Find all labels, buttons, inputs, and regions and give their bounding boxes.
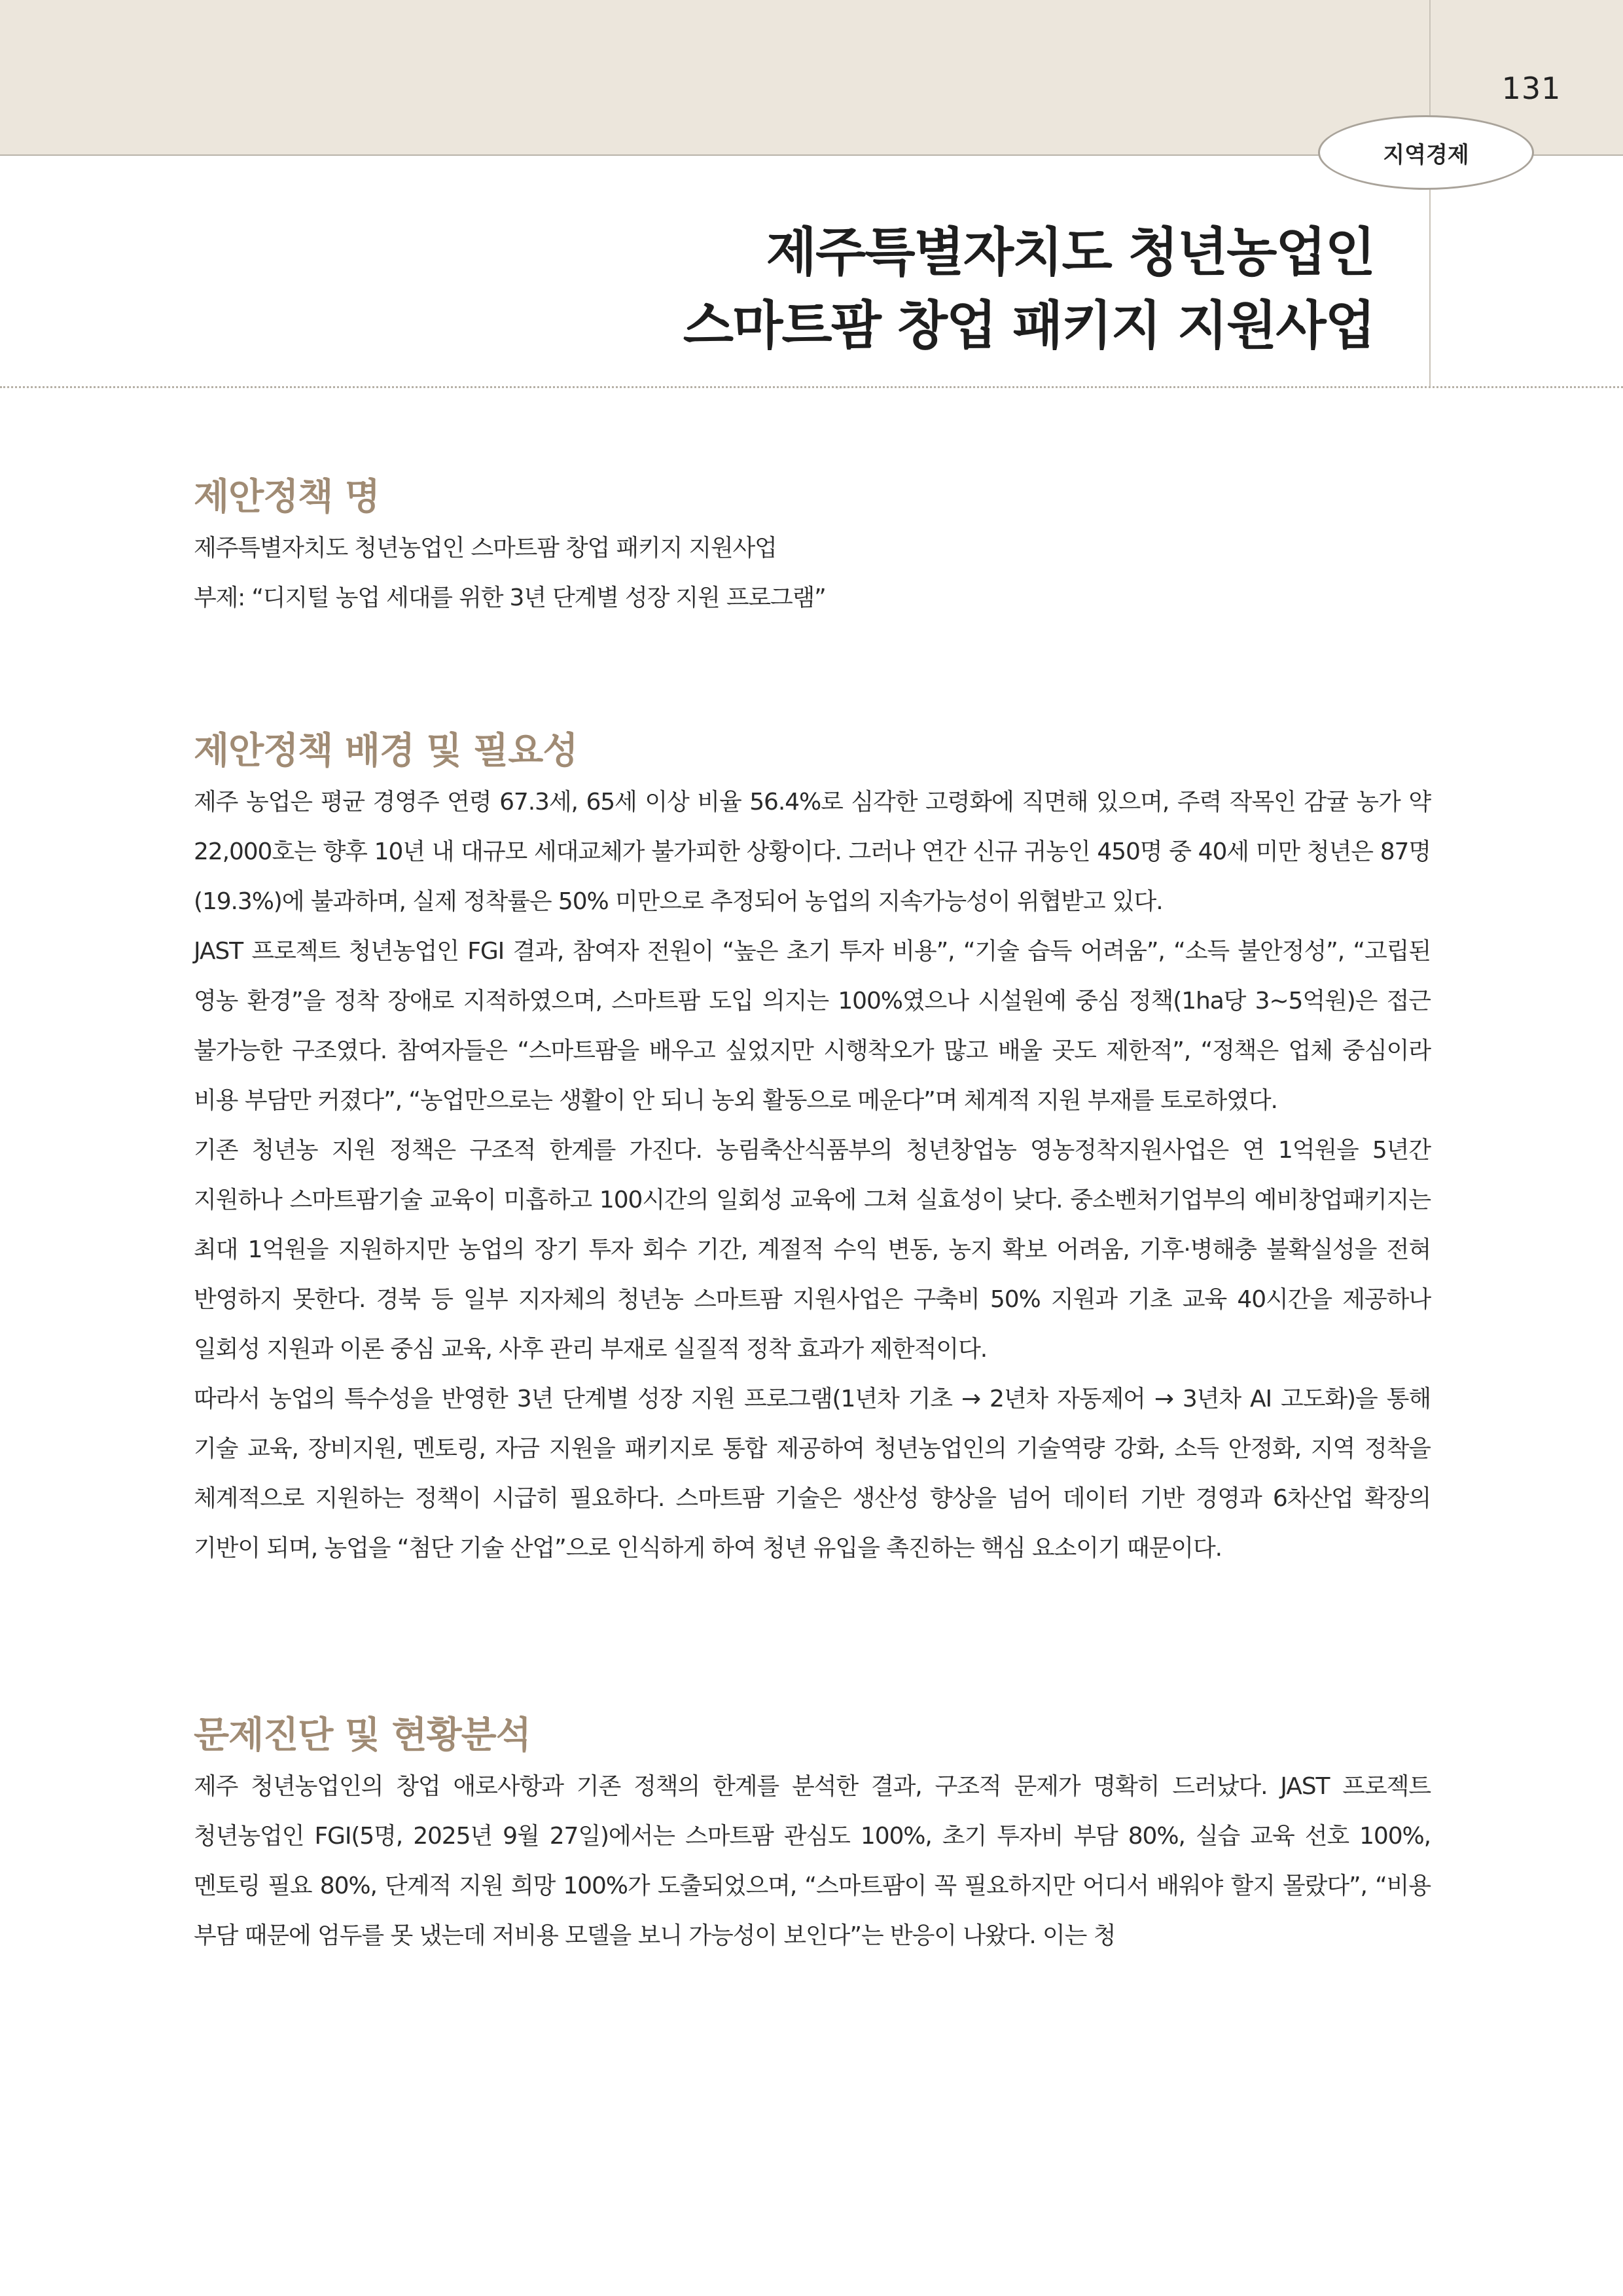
title-line-2: 스마트팜 창업 패키지 지원사업	[683, 295, 1374, 356]
section-heading-background: 제안정책 배경 및 필요성	[194, 730, 578, 772]
section-tag: 지역경제	[1318, 115, 1534, 190]
header-vertical-rule	[1429, 0, 1431, 386]
document-body	[194, 471, 1431, 1961]
section-heading-policy-name: 제안정책 명	[194, 476, 380, 518]
background-paragraph-3: 기존 청년농 지원 정책은 구조적 한계를 가진다. 농림축산식품부의 청년창업농 영농정착지원사업은 연 1억원을 5년간 지원하나 스마트팜기술 교육이 미흡하고 100시간의 일회성 교육에 그쳐 실효성이 낮다. 중소벤처기업부의 예비창업패키지는 최대 1억원을 지원하지만 농업의 장기 투자 회수 기간, 계절적 수익 변동, 농지 확보 어려움, 기후·병해충 불확실성을 전혀 반영하지 못한다. 경북 등 일부 지자체의 청년농 스마트팜 지원사업은 구축비 50% 지원과 기초 교육 40시간을 제공하나 일회성 지원과 이론 중심 교육, 사후 관리 부재로 실질적 정착 효과가 제한적이다.	[194, 1137, 1431, 1363]
title-line-1: 제주특별자치도 청년농업인	[766, 222, 1374, 283]
section-heading-diagnosis: 문제진단 및 현황분석	[194, 1714, 531, 1757]
dotted-divider	[0, 386, 1623, 388]
diagnosis-paragraphs	[194, 1762, 1431, 1961]
background-paragraphs	[194, 778, 1431, 1573]
background-paragraph-4: 따라서 농업의 특수성을 반영한 3년 단계별 성장 지원 프로그램(1년차 기초 → 2년차 자동제어 → 3년차 AI 고도화)을 통해 기술 교육, 장비지원, 멘토링, 자금 지원을 패키지로 통합 제공하여 청년농업인의 기술역량 강화, 소득 안정화, 지역 정착을 체계적으로 지원하는 정책이 시급히 필요하다. 스마트팜 기술은 생산성 향상을 넘어 데이터 기반 경영과 6차산업 확장의 기반이 되며, 농업을 “첨단 기술 산업”으로 인식하게 하여 청년 유입을 촉진하는 핵심 요소이기 때문이다.	[194, 1386, 1431, 1562]
background-paragraph-2: JAST 프로젝트 청년농업인 FGI 결과, 참여자 전원이 “높은 초기 투자 비용”, “기술 습득 어려움”, “소득 불안정성”, “고립된 영농 환경”을 정착 장애로 지적하였으며, 스마트팜 도입 의지는 100%였으나 시설원예 중심 정책(1ha당 3~5억원)은 접근 불가능한 구조였다. 참여자들은 “스마트팜을 배우고 싶었지만 시행착오가 많고 배울 곳도 제한적”, “정책은 업체 중심이라 비용 부담만 커졌다”, “농업만으로는 생활이 안 되니 농외 활동으로 메운다”며 체계적 지원 부재를 토로하였다.	[194, 938, 1431, 1114]
background-paragraph-1: 제주 농업은 평균 경영주 연령 67.3세, 65세 이상 비율 56.4%로 심각한 고령화에 직면해 있으며, 주력 작목인 감귤 농가 약 22,000호는 향후 10년 내 대규모 세대교체가 불가피한 상황이다. 그러나 연간 신규 귀농인 450명 중 40세 미만 청년은 87명(19.3%)에 불과하며, 실제 정착률은 50% 미만으로 추정되어 농업의 지속가능성이 위협받고 있다.	[194, 789, 1431, 915]
page-title	[683, 216, 1374, 363]
page-number: 131	[1501, 71, 1561, 106]
diagnosis-paragraph-1: 제주 청년농업인의 창업 애로사항과 기존 정책의 한계를 분석한 결과, 구조적 문제가 명확히 드러났다. JAST 프로젝트 청년농업인 FGI(5명, 2025년 9월 27일)에서는 스마트팜 관심도 100%, 초기 투자비 부담 80%, 실습 교육 선호 100%, 멘토링 필요 80%, 단계적 지원 희망 100%가 도출되었으며, “스마트팜이 꼭 필요하지만 어디서 배워야 할지 몰랐다”, “비용 부담 때문에 엄두를 못 냈는데 저비용 모델을 보니 가능성이 보인다”는 반응이 나왔다. 이는 청	[194, 1773, 1431, 1949]
policy-subtitle-text: 부제: “디지털 농업 세대를 위한 3년 단계별 성장 지원 프로그램”	[194, 584, 826, 611]
policy-name-text: 제주특별자치도 청년농업인 스마트팜 창업 패키지 지원사업	[194, 535, 777, 562]
